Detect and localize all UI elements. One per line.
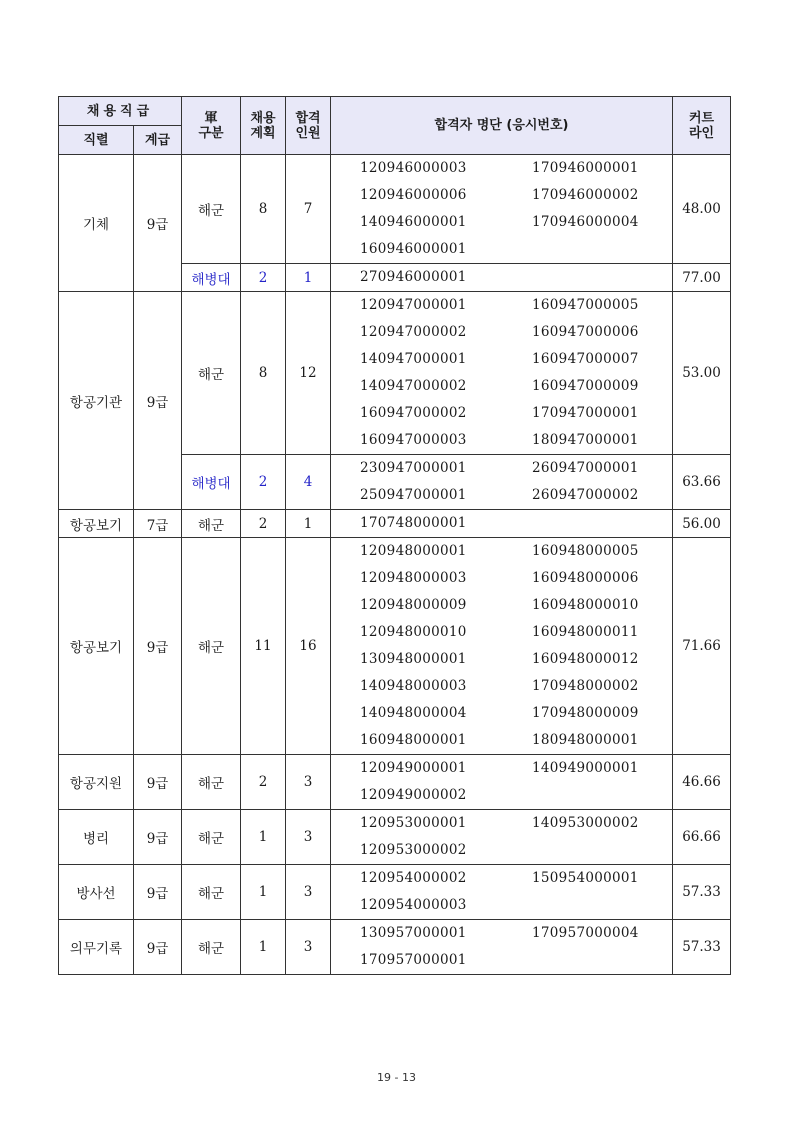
grade-cell: 9급 [134,865,182,920]
grade-cell: 9급 [134,810,182,865]
candidate-number: 140948000003 [360,678,467,694]
candidate-number: 160946000001 [360,241,467,257]
candidate-number: 120946000006 [360,187,467,203]
candidate-number: 140946000001 [360,214,467,230]
job-cell: 방사선 [59,865,134,920]
header-military-top: 軍 [204,110,218,126]
candidate-number: 170957000004 [532,925,639,941]
pass-cell: 12 [286,292,331,455]
header-plan-bottom: 계획 [250,125,276,141]
names-cell [331,865,673,920]
plan-cell: 2 [241,455,286,510]
candidate-number-list [360,264,672,291]
pass-cell: 1 [286,510,331,538]
candidate-number-list [360,755,672,809]
candidate-number: 260947000001 [532,460,639,476]
pass-cell: 7 [286,155,331,264]
military-cell: 해군 [182,755,241,810]
candidate-number: 160948000001 [360,732,467,748]
header-pass [286,97,331,155]
plan-cell: 1 [241,865,286,920]
cutline-cell: 66.66 [673,810,731,865]
header-plan [241,97,286,155]
candidate-number [532,947,672,974]
candidate-number: 170947000001 [532,405,639,421]
candidate-number: 130948000001 [360,651,467,667]
candidate-number: 170957000001 [360,952,467,968]
plan-cell: 2 [241,755,286,810]
candidate-number: 170748000001 [360,515,467,531]
plan-cell: 2 [241,510,286,538]
military-cell: 해군 [182,292,241,455]
candidate-number: 170948000002 [532,678,639,694]
names-cell [331,538,673,755]
cutline-cell: 46.66 [673,755,731,810]
grade-cell: 9급 [134,920,182,975]
candidate-number: 140947000002 [360,378,467,394]
cutline-cell: 48.00 [673,155,731,264]
candidate-number: 160947000006 [532,324,639,340]
candidate-number: 120953000001 [360,815,467,831]
pass-cell: 16 [286,538,331,755]
header-cutline [673,97,731,155]
pass-cell: 4 [286,455,331,510]
candidate-number: 160947000003 [360,432,467,448]
candidate-number: 170946000002 [532,187,639,203]
job-cell: 기체 [59,155,134,292]
candidate-number: 120948000001 [360,543,467,559]
candidate-number: 120949000001 [360,760,467,776]
candidate-number: 160948000012 [532,651,639,667]
cutline-cell: 63.66 [673,455,731,510]
plan-cell: 8 [241,155,286,264]
names-cell [331,455,673,510]
table-row [59,155,731,264]
table-row [59,865,731,920]
candidate-number-list [360,538,672,754]
names-cell [331,920,673,975]
candidate-number: 120947000001 [360,297,467,313]
grade-cell: 9급 [134,538,182,755]
header-grade: 계급 [134,126,182,155]
candidate-number: 120953000002 [360,842,467,858]
military-cell: 해군 [182,510,241,538]
candidate-number: 160947000007 [532,351,639,367]
header-military-bottom: 구분 [198,125,224,141]
job-cell: 항공기관 [59,292,134,510]
candidate-number: 120948000009 [360,597,467,613]
candidate-number: 170946000004 [532,214,639,230]
page-number: 19 - 13 [377,1071,416,1084]
military-cell: 해군 [182,920,241,975]
cutline-cell: 56.00 [673,510,731,538]
cutline-cell: 57.33 [673,920,731,975]
candidate-number: 160948000010 [532,597,639,613]
header-pass-top: 합격 [295,110,321,126]
table-row [59,292,731,455]
grade-cell: 9급 [134,755,182,810]
names-cell [331,510,673,538]
results-table [58,96,731,975]
header-cutline-bottom: 라인 [688,125,715,141]
table-row [59,755,731,810]
candidate-number: 130957000001 [360,925,467,941]
candidate-number: 120954000002 [360,870,467,886]
candidate-number-list [360,510,672,537]
names-cell [331,155,673,264]
plan-cell: 1 [241,810,286,865]
table-header [59,97,731,155]
candidate-number [532,892,672,919]
header-military [182,97,241,155]
candidate-number [532,837,672,864]
table-body [59,155,731,975]
candidate-number: 140949000001 [532,760,639,776]
names-cell [331,264,673,292]
header-job: 직렬 [59,126,134,155]
job-cell: 항공보기 [59,538,134,755]
table-row [59,510,731,538]
candidate-number: 170946000001 [532,160,639,176]
candidate-number: 120947000002 [360,324,467,340]
candidate-number: 270946000001 [360,269,467,285]
candidate-number: 160947000002 [360,405,467,421]
candidate-number: 160948000005 [532,543,639,559]
candidate-number: 250947000001 [360,487,467,503]
candidate-number: 120948000003 [360,570,467,586]
candidate-number: 160948000006 [532,570,639,586]
candidate-number: 140947000001 [360,351,467,367]
table-row [59,810,731,865]
table-row [59,538,731,755]
candidate-number: 260947000002 [532,487,639,503]
header-recruit-rank: 채용직급 [59,97,182,126]
candidate-number: 160947000005 [532,297,639,313]
pass-cell: 3 [286,920,331,975]
names-cell [331,292,673,455]
pass-cell: 3 [286,810,331,865]
table-row [59,920,731,975]
candidate-number: 170948000009 [532,705,639,721]
candidate-number [532,236,672,263]
plan-cell: 1 [241,920,286,975]
job-cell: 의무기록 [59,920,134,975]
pass-cell: 3 [286,755,331,810]
military-cell: 해병대 [182,264,241,292]
header-names: 합격자 명단 (응시번호) [331,97,673,155]
candidate-number [532,264,672,291]
pass-cell: 3 [286,865,331,920]
plan-cell: 11 [241,538,286,755]
military-cell: 해군 [182,155,241,264]
header-pass-bottom: 인원 [295,125,321,141]
military-cell: 해군 [182,538,241,755]
candidate-number: 160947000009 [532,378,639,394]
candidate-number-list [360,155,672,263]
cutline-cell: 77.00 [673,264,731,292]
candidate-number: 140953000002 [532,815,639,831]
job-cell: 병리 [59,810,134,865]
military-cell: 해병대 [182,455,241,510]
job-cell: 항공지원 [59,755,134,810]
names-cell [331,810,673,865]
plan-cell: 2 [241,264,286,292]
candidate-number: 120948000010 [360,624,467,640]
candidate-number: 120946000003 [360,160,467,176]
military-cell: 해군 [182,810,241,865]
cutline-cell: 57.33 [673,865,731,920]
candidate-number-list [360,865,672,919]
grade-cell: 7급 [134,510,182,538]
header-plan-top: 채용 [250,110,276,126]
candidate-number [532,510,672,537]
candidate-number-list [360,920,672,974]
cutline-cell: 53.00 [673,292,731,455]
candidate-number-list [360,810,672,864]
candidate-number-list [360,455,672,509]
candidate-number [532,782,672,809]
pass-cell: 1 [286,264,331,292]
candidate-number-list [360,292,672,454]
job-cell: 항공보기 [59,510,134,538]
candidate-number: 150954000001 [532,870,639,886]
grade-cell: 9급 [134,292,182,510]
candidate-number: 230947000001 [360,460,467,476]
plan-cell: 8 [241,292,286,455]
names-cell [331,755,673,810]
candidate-number: 120949000002 [360,787,467,803]
candidate-number: 120954000003 [360,897,467,913]
cutline-cell: 71.66 [673,538,731,755]
military-cell: 해군 [182,865,241,920]
grade-cell: 9급 [134,155,182,292]
header-cutline-top: 커트 [688,110,715,126]
candidate-number: 140948000004 [360,705,467,721]
candidate-number: 160948000011 [532,624,639,640]
candidate-number: 180947000001 [532,432,639,448]
candidate-number: 180948000001 [532,732,639,748]
